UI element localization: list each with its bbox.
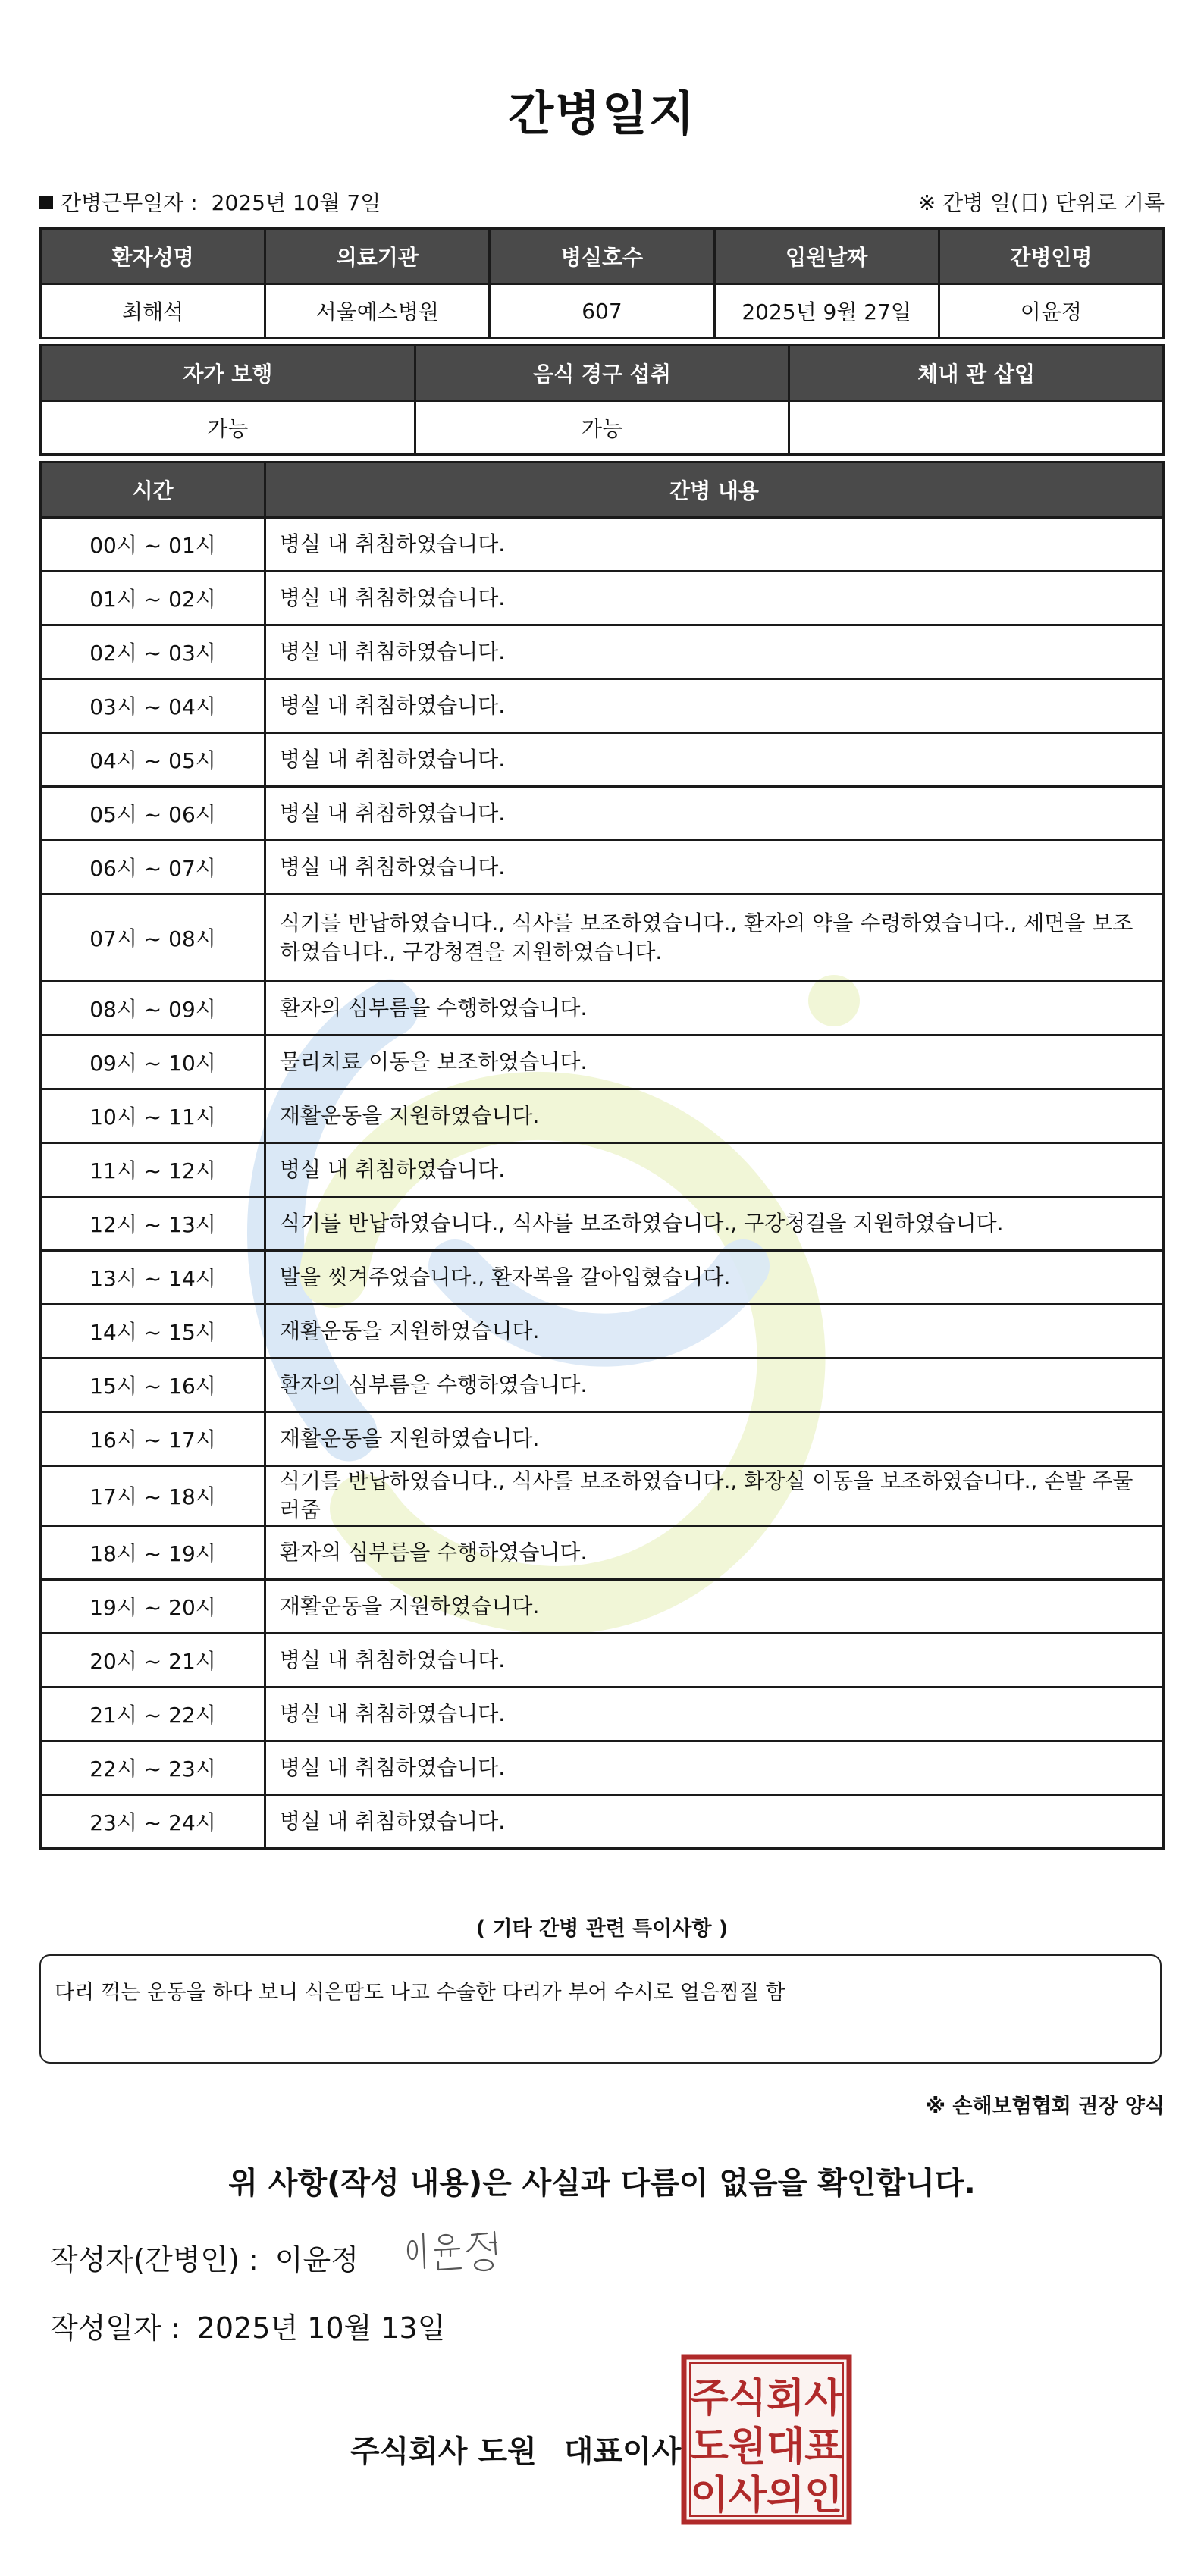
writer-label: 작성자(간병인) : [50,2243,259,2277]
content-cell: 재활운동을 지원하였습니다. [265,1305,1164,1359]
write-date-label: 작성일자 : [50,2311,180,2345]
content-cell: 병실 내 취침하였습니다. [265,518,1164,572]
write-date-value: 2025년 10월 13일 [196,2311,446,2345]
table-row [41,1795,1164,1849]
table-row [41,1089,1164,1143]
seal-line-3: 이사의인 [690,2473,843,2518]
table-row [41,625,1164,679]
work-date-value: 2025년 10월 7일 [211,190,381,215]
time-cell: 20시 ~ 21시 [41,1634,265,1688]
care-log-table [39,461,1165,1850]
header-tube: 체내 관 삽입 [789,346,1164,401]
table-row [41,1634,1164,1688]
table-row [41,1143,1164,1197]
content-cell: 환자의 심부름을 수행하였습니다. [265,1526,1164,1580]
header-oral-intake: 음식 경구 섭취 [415,346,789,401]
walking-status: 가능 [41,401,415,455]
special-notes-title: ( 기타 간병 관련 특이사항 ) [475,1917,729,1941]
time-cell: 18시 ~ 19시 [41,1526,265,1580]
time-cell: 19시 ~ 20시 [41,1580,265,1634]
hospital: 서울예스병원 [265,284,490,338]
time-cell: 21시 ~ 22시 [41,1688,265,1741]
content-cell: 식기를 반납하였습니다., 식사를 보조하였습니다., 화장실 이동을 보조하였습니다., 손발 주물러줌 [265,1466,1164,1526]
table-row [41,841,1164,895]
table-row [41,1305,1164,1359]
time-cell: 12시 ~ 13시 [41,1197,265,1251]
content-cell: 병실 내 취침하였습니다. [265,1795,1164,1849]
time-cell: 07시 ~ 08시 [41,895,265,982]
content-cell: 재활운동을 지원하였습니다. [265,1412,1164,1466]
time-cell: 00시 ~ 01시 [41,518,265,572]
content-cell: 병실 내 취침하였습니다. [265,679,1164,733]
writer-line [50,2236,359,2278]
writer-name: 이윤정 [274,2243,359,2277]
content-cell: 재활운동을 지원하였습니다. [265,1580,1164,1634]
square-bullet-icon [39,196,53,209]
company-line [350,2427,681,2471]
content-cell: 병실 내 취침하였습니다. [265,787,1164,841]
table-row [41,1688,1164,1741]
header-content: 간병 내용 [265,462,1164,518]
patient-info-table [39,227,1165,339]
content-cell: 식기를 반납하였습니다., 식사를 보조하였습니다., 환자의 약을 수령하였습니다., 세면을 보조하였습니다., 구강청결을 지원하였습니다. [265,895,1164,982]
table-row [41,1251,1164,1305]
content-cell: 재활운동을 지원하였습니다. [265,1089,1164,1143]
seal-line-1: 주식회사 [690,2376,843,2421]
content-cell: 병실 내 취침하였습니다. [265,1741,1164,1795]
time-cell: 02시 ~ 03시 [41,625,265,679]
table-row [41,1741,1164,1795]
time-cell: 04시 ~ 05시 [41,733,265,787]
content-cell: 병실 내 취침하였습니다. [265,1688,1164,1741]
content-cell: 물리치료 이동을 보조하였습니다. [265,1036,1164,1089]
content-cell: 식기를 반납하였습니다., 식사를 보조하였습니다., 구강청결을 지원하였습니다. [265,1197,1164,1251]
time-cell: 16시 ~ 17시 [41,1412,265,1466]
table-row [41,679,1164,733]
recommend-note: ※ 손해보험협회 권장 양식 [925,2095,1165,2118]
time-cell: 14시 ~ 15시 [41,1305,265,1359]
header-walking: 자가 보행 [41,346,415,401]
time-cell: 11시 ~ 12시 [41,1143,265,1197]
time-cell: 15시 ~ 16시 [41,1359,265,1412]
table-row [41,1412,1164,1466]
handwritten-signature [402,2224,516,2277]
caregiver-name: 이윤정 [939,284,1163,338]
header-time: 시간 [41,462,265,518]
work-date-label: 간병근무일자 : [61,190,198,215]
time-cell: 13시 ~ 14시 [41,1251,265,1305]
table-row [41,1197,1164,1251]
table-row [41,1580,1164,1634]
content-cell: 병실 내 취침하였습니다. [265,841,1164,895]
content-cell: 발을 씻겨주었습니다., 환자복을 갈아입혔습니다. [265,1251,1164,1305]
unit-note: ※ 간병 일(日) 단위로 기록 [917,190,1165,215]
time-cell: 08시 ~ 09시 [41,982,265,1036]
work-date [39,186,381,217]
room-number: 607 [490,284,714,338]
tube-status [789,401,1164,455]
write-date-line [50,2305,445,2346]
table-row [41,572,1164,625]
time-cell: 06시 ~ 07시 [41,841,265,895]
time-cell: 01시 ~ 02시 [41,572,265,625]
table-row [41,1526,1164,1580]
seal-line-2: 도원대표 [690,2424,843,2470]
oral-intake-status: 가능 [415,401,789,455]
time-cell: 05시 ~ 06시 [41,787,265,841]
confirmation-statement: 위 사항(작성 내용)은 사실과 다름이 없음을 확인합니다. [228,2166,976,2201]
time-cell: 22시 ~ 23시 [41,1741,265,1795]
time-cell: 10시 ~ 11시 [41,1089,265,1143]
content-cell: 병실 내 취침하였습니다. [265,733,1164,787]
header-caregiver: 간병인명 [939,229,1163,284]
content-cell: 환자의 심부름을 수행하였습니다. [265,1359,1164,1412]
header-room: 병실호수 [490,229,714,284]
admission-date: 2025년 9월 27일 [714,284,939,338]
company-seal [681,2354,852,2525]
time-cell: 09시 ~ 10시 [41,1036,265,1089]
content-cell: 병실 내 취침하였습니다. [265,1634,1164,1688]
header-patient-name: 환자성명 [41,229,265,284]
content-cell: 병실 내 취침하였습니다. [265,572,1164,625]
time-cell: 23시 ~ 24시 [41,1795,265,1849]
header-hospital: 의료기관 [265,229,490,284]
content-cell: 병실 내 취침하였습니다. [265,625,1164,679]
content-cell: 병실 내 취침하였습니다. [265,1143,1164,1197]
time-cell: 17시 ~ 18시 [41,1466,265,1526]
company-title: 대표이사 [563,2434,682,2469]
patient-name: 최해석 [41,284,265,338]
table-row [41,787,1164,841]
content-cell: 환자의 심부름을 수행하였습니다. [265,982,1164,1036]
company-name: 주식회사 도원 [350,2434,537,2469]
time-cell: 03시 ~ 04시 [41,679,265,733]
special-notes-box [39,1954,1162,2064]
table-row [41,733,1164,787]
table-row [41,1466,1164,1526]
patient-status-table [39,344,1165,456]
special-notes-content: 다리 꺽는 운동을 하다 보니 식은땀도 나고 수술한 다리가 부어 수시로 얼음찜질 함 [55,1981,785,2004]
page-title: 간병일지 [508,86,696,141]
header-admission-date: 입원날짜 [714,229,939,284]
table-row [41,895,1164,982]
table-row [41,982,1164,1036]
table-row [41,1359,1164,1412]
table-row [41,1036,1164,1089]
table-row [41,518,1164,572]
